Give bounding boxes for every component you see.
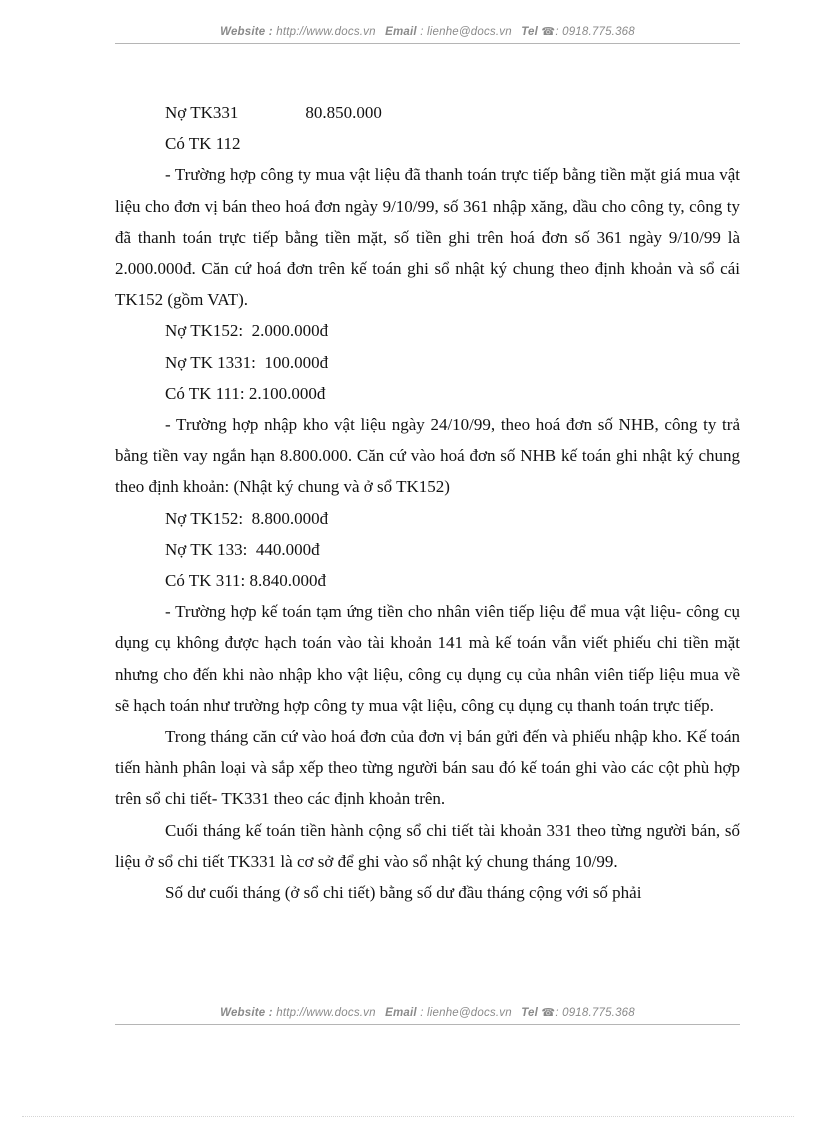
footer-email-value[interactable]: : lienhe@docs.vn [420, 1007, 512, 1019]
journal-entry-line: Có TK 111: 2.100.000đ [165, 383, 326, 403]
footer-tel-value: : 0918.775.368 [555, 1007, 635, 1019]
paragraph-cash-purchase: - Trường hợp công ty mua vật liệu đã thanh toán trực tiếp bằng tiền mặt giá mua vật liệu cho đơn vị bán theo hoá đơn ngày 9/10/99, số 361 nhập xăng, dầu cho công ty, công ty đã thanh toán trực tiếp bằng tiền mặt, số tiền ghi trên hoá đơn số 361 ngày 9/10/99 là 2.000.000đ. Căn cứ hoá đơn trên kế toán ghi sổ nhật ký chung theo định khoản và sổ cái TK152 (gồm VAT). [115, 165, 740, 310]
footer-tel-label: Tel [521, 1007, 539, 1019]
footer-banner [115, 1006, 740, 1019]
header-website-label: Website : [220, 26, 273, 38]
journal-entry-credit: Có TK 112 [165, 134, 241, 154]
phone-icon: ☎ [541, 1007, 556, 1019]
footer-website-label: Website : [220, 1007, 273, 1019]
paragraph-closing-balance: Số dư cuối tháng (ở sổ chi tiết) bằng số dư đầu tháng cộng với số phải [165, 883, 642, 903]
journal-entry-line: Nợ TK152: 2.000.000đ [165, 321, 329, 341]
header-website-url[interactable]: http://www.docs.vn [276, 26, 376, 38]
journal-entry-line: Nợ TK 1331: 100.000đ [165, 352, 329, 372]
journal-entry-debit [115, 97, 740, 128]
header-tel-label: Tel [521, 26, 539, 38]
header-banner [115, 25, 740, 38]
paragraph-advance-payment: - Trường hợp kế toán tạm ứng tiền cho nhân viên tiếp liệu để mua vật liệu- công cụ dụng cụ không được hạch toán vào tài khoản 141 mà kế toán vẫn viết phiếu chi tiền mặt nhưng cho đến khi nào nhập kho vật liệu, công cụ dụng cụ của nhân viên tiếp liệu mua về sẽ hạch toán như trường hợp công ty mua vật liệu, công cụ dụng cụ thanh toán trực tiếp. [115, 602, 740, 715]
document-body [115, 97, 740, 908]
footer-website-url[interactable]: http://www.docs.vn [276, 1007, 376, 1019]
paragraph-month-end: Cuối tháng kế toán tiền hành cộng sổ chi tiết tài khoản 331 theo từng người bán, số liệu ở sổ chi tiết TK331 là cơ sở để ghi vào sổ nhật ký chung tháng 10/99. [115, 820, 740, 871]
header-email-label: Email [385, 26, 417, 38]
debit-amount: 80.850.000 [305, 103, 382, 122]
header-email-value[interactable]: : lienhe@docs.vn [420, 26, 512, 38]
journal-entry-line: Nợ TK152: 8.800.000đ [165, 508, 329, 528]
journal-entry-line: Có TK 311: 8.840.000đ [165, 571, 327, 591]
page-edge-divider [22, 1116, 794, 1117]
phone-icon: ☎ [541, 26, 556, 38]
header-divider [115, 43, 740, 44]
debit-account: Nợ TK331 [165, 103, 239, 122]
paragraph-short-term-loan: - Trường hợp nhập kho vật liệu ngày 24/10/99, theo hoá đơn số NHB, công ty trả bằng tiền vay ngắn hạn 8.800.000. Căn cứ vào hoá đơn số NHB kế toán ghi nhật ký chung theo định khoản: (Nhật ký chung và ở sổ TK152) [115, 415, 740, 497]
footer-divider [115, 1024, 740, 1025]
footer-email-label: Email [385, 1007, 417, 1019]
header-tel-value: : 0918.775.368 [555, 26, 635, 38]
paragraph-monthly-invoices: Trong tháng căn cứ vào hoá đơn của đơn vị bán gửi đến và phiếu nhập kho. Kế toán tiến hành phân loại và sắp xếp theo từng người bán sau đó kế toán ghi vào các cột phù hợp trên sổ chi tiết- TK331 theo các định khoản trên. [115, 727, 740, 809]
journal-entry-line: Nợ TK 133: 440.000đ [165, 539, 320, 559]
